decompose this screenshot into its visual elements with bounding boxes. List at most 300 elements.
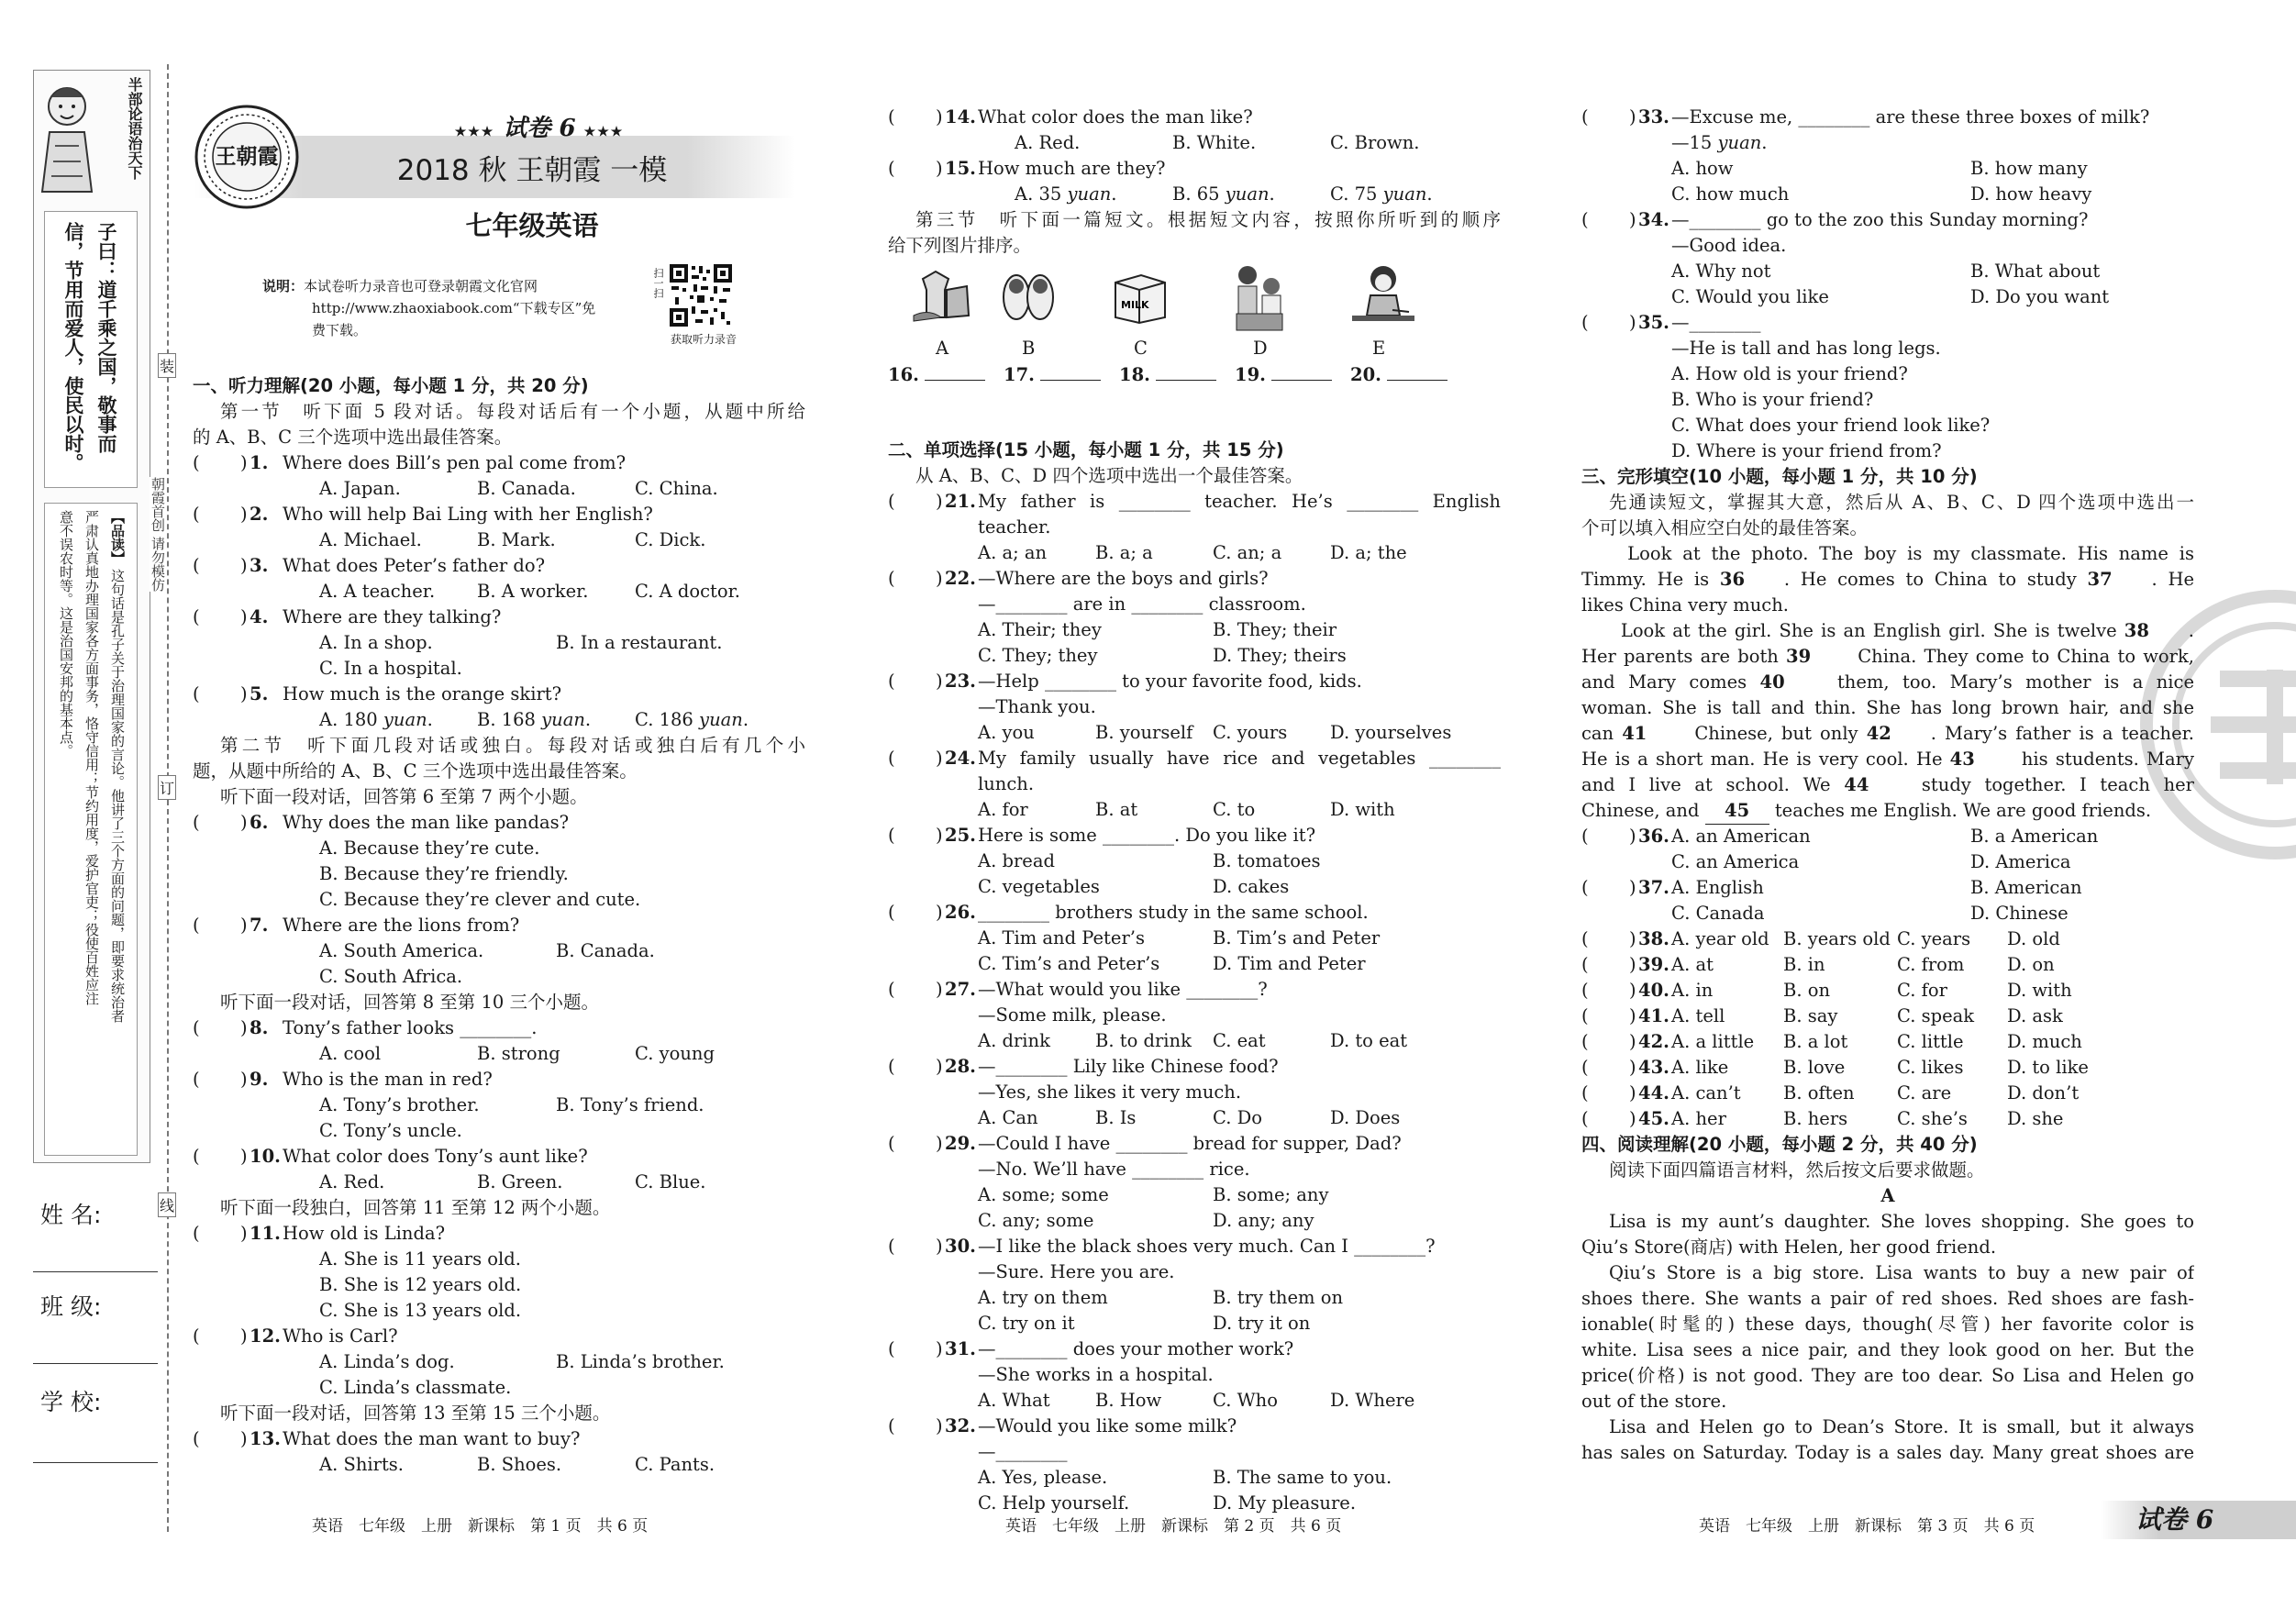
question-line: —________ are in ________ classroom.: [978, 593, 1306, 615]
question-paren-close: ): [240, 504, 248, 525]
question-38: [1581, 926, 2194, 952]
col2b-row: [888, 874, 1501, 900]
instruction-text: 第三节 听下面一篇短文。根据短文内容，按照你所听到的顺序: [915, 209, 1501, 230]
question-paren-close: ): [1629, 928, 1636, 949]
question-25: [888, 823, 1501, 848]
col3-row: [1581, 233, 2194, 259]
col1-row: [193, 1170, 805, 1195]
qr-caption: 获取听力录音: [670, 333, 737, 346]
paper-number: 试卷 6: [503, 115, 576, 142]
col3b-row: [1581, 1158, 2194, 1183]
order-blank-20[interactable]: [1350, 360, 1447, 388]
answer-option: C. They; they: [978, 645, 1098, 666]
question-40: [1581, 978, 2194, 1004]
question-paren-close: ): [240, 452, 248, 473]
col3b-row: [1581, 1414, 2194, 1440]
question-text: What color does Tony’s aunt like?: [283, 1146, 588, 1167]
question-8: [193, 1015, 805, 1041]
answer-option: D. Where: [1330, 1390, 1415, 1411]
option-b: B. a lot: [1783, 1031, 1848, 1052]
answer-option: D. to eat: [1330, 1030, 1408, 1051]
order-blank-18[interactable]: [1119, 360, 1216, 388]
picture-letter-c: C: [1134, 338, 1148, 359]
question-number: 6.: [250, 812, 269, 833]
question-paren-open: (: [193, 1428, 200, 1449]
answer-option: B. to drink: [1095, 1030, 1192, 1051]
col1-row: [193, 964, 805, 990]
question-paren-open: (: [888, 491, 895, 512]
question-line: —She works in a hospital.: [978, 1364, 1214, 1385]
answer-option: C. Pants.: [635, 1454, 715, 1475]
question-paren-open: (: [888, 1415, 895, 1436]
question-number: 37.: [1638, 877, 1669, 898]
picture-letter-e: E: [1372, 338, 1386, 359]
answer-option: D. cakes: [1213, 876, 1290, 897]
answer-option: A. 180 yuan.: [319, 709, 433, 730]
question-number: 4.: [250, 606, 269, 627]
cloze-passage: [1581, 541, 2194, 824]
col3b-row: [1581, 1337, 2194, 1363]
order-blank-16[interactable]: [888, 360, 985, 388]
question-paren-close: ): [1629, 106, 1636, 128]
question-number: 39.: [1638, 954, 1669, 975]
quote-line-2: 信，节用而爱人，使民以时。: [62, 222, 84, 472]
question-text: —Would you like some milk?: [978, 1415, 1237, 1436]
question-paren-open: (: [193, 1325, 200, 1347]
col1-row: [193, 1195, 805, 1221]
question-37: [1581, 875, 2194, 901]
col1-row: [193, 1349, 805, 1375]
question-paren-close: ): [240, 1146, 248, 1167]
question-number: 45.: [1638, 1108, 1669, 1129]
col1-row: [193, 836, 805, 861]
question-line: A. How old is your friend?: [1671, 363, 1908, 384]
question-39: [1581, 952, 2194, 978]
question-32: [888, 1414, 1501, 1439]
cloze-blank-40[interactable]: 40: [1760, 670, 1825, 695]
blank-line[interactable]: [1156, 360, 1216, 381]
question-paren-open: (: [193, 452, 200, 473]
col3b-row: [1581, 1260, 2194, 1286]
cloze-blank-38[interactable]: 38: [2124, 618, 2189, 644]
question-number: 44.: [1638, 1082, 1669, 1103]
school-field[interactable]: [33, 1380, 158, 1463]
paper-number-badge: [438, 114, 640, 147]
answer-option: A. Why not: [1671, 261, 1771, 282]
star-right-icon: ★★★: [583, 125, 625, 139]
cloze-line: Timmy. He is 36 . He comes to China to study 37 . He: [1581, 567, 2194, 593]
answer-option: C. Blue.: [635, 1171, 706, 1192]
instruction-text: 听下面一段独白，回答第 11 至第 12 两个小题。: [220, 1197, 611, 1218]
cloze-blank-39[interactable]: 39: [1786, 644, 1850, 670]
col1-row: [193, 990, 805, 1015]
question-line: teacher.: [978, 516, 1051, 538]
passage-title: A: [1880, 1185, 1895, 1206]
question-number: 42.: [1638, 1031, 1669, 1052]
option-b: B. hers: [1783, 1108, 1848, 1129]
answer-option: C. 186 yuan.: [635, 709, 749, 730]
col1-row: [193, 733, 805, 759]
answer-option: B. How: [1095, 1390, 1162, 1411]
col2b-row: [888, 617, 1501, 643]
question-paren-close: ): [936, 748, 943, 769]
question-paren-close: ): [936, 671, 943, 692]
question-27: [888, 977, 1501, 1003]
question-number: 24.: [945, 748, 976, 769]
col1-row: [193, 1118, 805, 1144]
question-line: lunch.: [978, 773, 1035, 794]
question-7: [193, 913, 805, 938]
answer-option: A. 35 yuan.: [1015, 183, 1117, 205]
col3-row: [1581, 490, 2194, 516]
option-b: B. often: [1783, 1082, 1855, 1103]
section-heading: 一、听力理解(20 小题，每小题 1 分，共 20 分): [193, 375, 589, 396]
answer-option: B. Shoes.: [477, 1454, 562, 1475]
question-text: Where does Bill’s pen pal come from?: [283, 452, 627, 473]
question-paren-open: (: [1581, 1005, 1589, 1026]
cloze-blank-44[interactable]: 44: [1844, 772, 1908, 798]
answer-option: D. try it on: [1213, 1313, 1311, 1334]
question-21: [888, 489, 1501, 515]
col3-row: [1581, 516, 2194, 541]
question-paren-open: (: [888, 902, 895, 923]
answer-option: B. Canada.: [477, 478, 576, 499]
picture-letter-d: D: [1253, 338, 1268, 359]
option-c: C. are: [1897, 1082, 1952, 1103]
question-23: [888, 669, 1501, 694]
col1-row: [193, 784, 805, 810]
question-text: —I like the black shoes very much. Can I ________?: [978, 1236, 1436, 1257]
shoes-icon: [996, 262, 1060, 330]
cloze-line: Chinese, and 45 teaches me English. We are good friends.: [1581, 798, 2194, 824]
answer-option: B. Mark.: [477, 529, 556, 550]
question-29: [888, 1131, 1501, 1157]
col1-row: [193, 630, 805, 656]
question-paren-close: ): [240, 1325, 248, 1347]
cloze-line: and Mary comes 40 them, too. Mary’s mother is a nice: [1581, 670, 2194, 695]
col2b-row: [888, 1157, 1501, 1182]
answer-option: D. They; theirs: [1213, 645, 1347, 666]
blank-number: 17.: [1004, 364, 1035, 385]
question-35: [1581, 310, 2194, 336]
answer-option: B. Tony’s friend.: [556, 1094, 704, 1115]
answer-option: C. Tim’s and Peter’s: [978, 953, 1160, 974]
question-paren-open: (: [1581, 826, 1589, 847]
col2b-row: [888, 1285, 1501, 1311]
col2b-row: [888, 592, 1501, 617]
col3-row: [1581, 438, 2194, 464]
col2b-row: [888, 643, 1501, 669]
answer-option: C. 75 yuan.: [1330, 183, 1433, 205]
option-b: B. American: [1970, 877, 2082, 898]
option-a: A. year old: [1671, 928, 1769, 949]
pindu-line-2: 严肃认真地办理国家各方面事务，恪守信用；节约用度，爱护官吏；役使百姓应注: [83, 510, 100, 1005]
question-text: —________ does your mother work?: [978, 1338, 1294, 1359]
question-text: My family usually have rice and vegetables ________: [978, 748, 1501, 769]
col3b-row: [1581, 1440, 2194, 1466]
answer-option: A. Japan.: [319, 478, 401, 499]
passage-line: price(价格) is not good. They are too dear. So Lisa and Helen go: [1581, 1365, 2194, 1386]
question-line: —Thank you.: [978, 696, 1096, 717]
col2b-row: [888, 1182, 1501, 1208]
answer-option: C. China.: [635, 478, 718, 499]
option-c: C. little: [1897, 1031, 1964, 1052]
col3-row: [1581, 336, 2194, 361]
question-paren-open: (: [888, 1133, 895, 1154]
answer-option: B. at: [1095, 799, 1138, 820]
question-line: —Sure. Here you are.: [978, 1261, 1175, 1282]
col3b-row: [1581, 901, 2194, 926]
question-paren-close: ): [936, 106, 943, 128]
option-c: C. from: [1897, 954, 1965, 975]
passage-line: Lisa and Helen go to Dean’s Store. It is small, but it always: [1609, 1416, 2194, 1437]
question-paren-open: (: [193, 606, 200, 627]
footer-page-2: 英语 七年级 上册 新课标 第 2 页 共 6 页: [1005, 1517, 1342, 1536]
binding-char-2: 订: [158, 775, 176, 800]
col3b-row: [1581, 1389, 2194, 1414]
section-heading: 四、阅读理解(20 小题，每小题 2 分，共 40 分): [1581, 1134, 1978, 1155]
col2b-row: [888, 463, 1501, 489]
question-number: 28.: [945, 1056, 976, 1077]
answer-option: A. Linda’s dog.: [319, 1351, 455, 1372]
option-d: D. don’t: [2007, 1082, 2080, 1103]
question-number: 15.: [945, 158, 976, 179]
answer-option: C. South Africa.: [319, 966, 463, 987]
answer-option: C. to: [1213, 799, 1256, 820]
col2b-row: [888, 848, 1501, 874]
question-paren-close: ): [1629, 1005, 1636, 1026]
cloze-blank-45[interactable]: 45: [1705, 798, 1769, 825]
footer-page-3: 英语 七年级 上册 新课标 第 3 页 共 6 页: [1699, 1517, 2035, 1536]
question-paren-open: (: [193, 1223, 200, 1244]
question-34: [1581, 207, 2194, 233]
answer-option: C. Would you like: [1671, 286, 1829, 307]
instruction-text: 题，从题中所给的 A、B、C 三个选项中选出最佳答案。: [193, 760, 638, 782]
class-field[interactable]: [33, 1284, 158, 1364]
girl-desk-icon: [1347, 262, 1420, 339]
question-text: Tony’s father looks ________.: [283, 1017, 538, 1038]
answer-option: C. an America: [1671, 851, 1800, 872]
question-paren-close: ): [240, 683, 248, 704]
blank-line[interactable]: [1387, 360, 1447, 381]
col2b-row: [888, 1362, 1501, 1388]
question-paren-close: ): [936, 1415, 943, 1436]
question-paren-open: (: [888, 825, 895, 846]
option-d: D. she: [2007, 1108, 2064, 1129]
answer-option: D. Tim and Peter: [1213, 953, 1366, 974]
option-c: C. likes: [1897, 1057, 1964, 1078]
question-12: [193, 1324, 805, 1349]
name-field[interactable]: [33, 1192, 158, 1272]
option-c: C. for: [1897, 980, 1947, 1001]
question-13: [193, 1426, 805, 1452]
class-label: 班 级:: [40, 1293, 102, 1320]
binding-note: 朝霞首创 请勿模仿: [150, 477, 166, 592]
question-text: —________ go to the zoo this Sunday morning?: [1671, 209, 2089, 230]
answer-option: B. In a restaurant.: [556, 632, 723, 653]
col1-row: [193, 938, 805, 964]
question-4: [193, 604, 805, 630]
col2b-row: [888, 1439, 1501, 1465]
question-number: 14.: [945, 106, 976, 128]
question-text: How much is the orange skirt?: [283, 683, 562, 704]
option-a: A. in: [1671, 980, 1714, 1001]
note-line-2: http://www.zhaoxiabook.com“下载专区”免: [312, 300, 596, 316]
instruction-text: 听下面一段对话，回答第 6 至第 7 两个小题。: [220, 786, 588, 807]
option-c: C. speak: [1897, 1005, 1975, 1026]
pindu-label: 【品读】: [109, 510, 126, 565]
instruction-text: 先通读短文，掌握其大意，然后从 A、B、C、D 四个选项中选出一: [1609, 492, 2194, 513]
answer-option: A. Tony’s brother.: [319, 1094, 480, 1115]
question-1: [193, 450, 805, 476]
cloze-blank-42[interactable]: 42: [1867, 721, 1931, 747]
question-text: —Help ________ to your favorite food, kids.: [978, 671, 1362, 692]
option-a: A. at: [1671, 954, 1714, 975]
question-paren-close: ): [1629, 877, 1636, 898]
answer-option: C. Help yourself.: [978, 1492, 1130, 1514]
question-14: [888, 105, 1501, 130]
answer-option: A. cool: [319, 1043, 382, 1064]
question-28: [888, 1054, 1501, 1080]
answer-option: C. Tony’s uncle.: [319, 1120, 462, 1141]
instruction-text: 第一节 听下面 5 段对话。每段对话后有一个小题，从题中所给: [220, 401, 805, 422]
question-line: B. Who is your friend?: [1671, 389, 1874, 410]
answer-option: C. She is 13 years old.: [319, 1300, 522, 1321]
blank-number: 20.: [1350, 364, 1381, 385]
question-42: [1581, 1029, 2194, 1055]
col1-row: [193, 1247, 805, 1272]
question-paren-close: ): [936, 979, 943, 1000]
answer-option: C. any; some: [978, 1210, 1094, 1231]
subject-title: 七年级英语: [465, 210, 599, 241]
col1-row: [193, 656, 805, 682]
question-text: How much are they?: [978, 158, 1166, 179]
question-22: [888, 566, 1501, 592]
answer-option: D. Chinese: [1970, 903, 2069, 924]
question-paren-close: ): [936, 902, 943, 923]
col2b-row: [888, 1105, 1501, 1131]
question-text: What does the man want to buy?: [283, 1428, 581, 1449]
option-d: D. ask: [2007, 1005, 2063, 1026]
question-paren-close: ): [240, 555, 248, 576]
order-blank-19[interactable]: [1235, 360, 1332, 388]
answer-option: A. Tim and Peter’s: [978, 927, 1145, 948]
question-number: 1.: [250, 452, 269, 473]
question-number: 36.: [1638, 826, 1669, 847]
col1-row: [193, 527, 805, 553]
col2b-row: [888, 540, 1501, 566]
question-number: 34.: [1638, 209, 1669, 230]
answer-option: A. What: [978, 1390, 1050, 1411]
answer-option: B. Canada.: [556, 940, 655, 961]
cloze-line: Look at the girl. She is an English girl. She is twelve 38 .: [1581, 618, 2194, 644]
school-label: 学 校:: [40, 1389, 102, 1415]
col1-row: [193, 425, 805, 450]
question-text: Where are the lions from?: [283, 915, 520, 936]
question-paren-open: (: [888, 748, 895, 769]
question-paren-close: ): [936, 568, 943, 589]
col3-row: [1581, 413, 2194, 438]
col2b-row: [888, 694, 1501, 720]
question-3: [193, 553, 805, 579]
col3b-row: [1581, 1235, 2194, 1260]
answer-option: B. try them on: [1213, 1287, 1344, 1308]
section-heading: 三、完形填空(10 小题，每小题 1 分，共 10 分): [1581, 466, 1978, 487]
cloze-blank-37[interactable]: 37: [2088, 567, 2152, 593]
question-43: [1581, 1055, 2194, 1081]
answer-option: B. Green.: [477, 1171, 563, 1192]
answer-option: A. Can: [978, 1107, 1038, 1128]
question-paren-open: (: [888, 568, 895, 589]
col3-row: [1581, 130, 2194, 156]
qr-code[interactable]: [668, 262, 734, 328]
question-2: [193, 502, 805, 527]
question-paren-open: (: [193, 812, 200, 833]
cloze-line: Look at the photo. The boy is my classmate. His name is: [1581, 543, 2194, 564]
passage-line: white. Lisa sees a nice pair, and they look good on her. But the: [1581, 1339, 2194, 1360]
cloze-blank-41[interactable]: 41: [1622, 721, 1686, 747]
instruction-text: out of the store.: [1581, 1391, 1727, 1412]
blank-line[interactable]: [1040, 360, 1101, 381]
answer-option: A. Shirts.: [319, 1454, 404, 1475]
question-15: [888, 156, 1501, 182]
answer-option: D. with: [1330, 799, 1395, 820]
col2b-row: [888, 1311, 1501, 1336]
blank-line[interactable]: [925, 360, 985, 381]
answer-option: A. Red.: [1015, 132, 1081, 153]
col2a-row: [888, 207, 1501, 233]
question-paren-open: (: [1581, 980, 1589, 1001]
question-41: [1581, 1004, 2194, 1029]
cloze-blank-43[interactable]: 43: [1950, 747, 2014, 772]
question-line: —15 yuan.: [1671, 132, 1768, 153]
order-blank-17[interactable]: [1004, 360, 1101, 388]
col3b-row: [1581, 1183, 2194, 1209]
question-45: [1581, 1106, 2194, 1132]
question-paren-close: ): [1629, 209, 1636, 230]
answer-option: A. She is 11 years old.: [319, 1248, 521, 1270]
answer-option: A. for: [978, 799, 1028, 820]
question-number: 3.: [250, 555, 269, 576]
answer-option: B. Because they’re friendly.: [319, 863, 569, 884]
col1-row: [193, 399, 805, 425]
answer-option: D. how heavy: [1970, 183, 2092, 205]
answer-option: A. some; some: [978, 1184, 1109, 1205]
question-text: What color does the man like?: [978, 106, 1253, 128]
col2a-row: [888, 233, 1501, 259]
col1-row: [193, 1092, 805, 1118]
answer-option: C. vegetables: [978, 876, 1100, 897]
cloze-blank-36[interactable]: 36: [1720, 567, 1784, 593]
question-paren-close: ): [936, 1133, 943, 1154]
question-line: D. Where is your friend from?: [1671, 440, 1942, 461]
answer-option: B. The same to you.: [1213, 1467, 1392, 1488]
question-number: 26.: [945, 902, 976, 923]
col3-row: [1581, 464, 2194, 490]
answer-option: A. a; an: [978, 542, 1048, 563]
col2b-row: [888, 1208, 1501, 1234]
question-paren-close: ): [1629, 954, 1636, 975]
answer-option: B. how many: [1970, 158, 2088, 179]
option-d: D. old: [2007, 928, 2060, 949]
blank-line[interactable]: [1271, 360, 1332, 381]
answer-option: D. yourselves: [1330, 722, 1452, 743]
question-paren-close: ): [936, 1338, 943, 1359]
option-c: C. she’s: [1897, 1108, 1968, 1129]
question-paren-close: ): [240, 606, 248, 627]
col3-row: [1581, 361, 2194, 387]
instruction-text: 给下列图片排序。: [888, 235, 1032, 256]
